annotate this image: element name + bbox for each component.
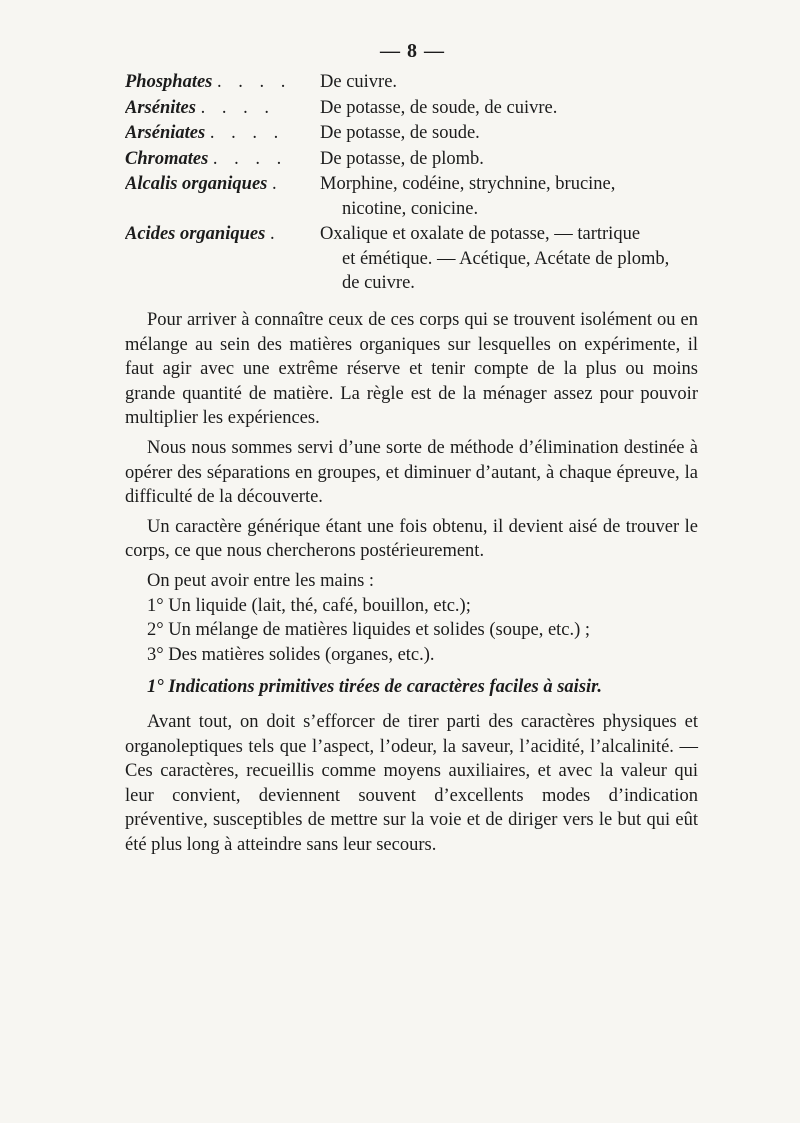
row-value: De potasse, de soude. (320, 123, 480, 143)
paragraph: Nous nous sommes servi d’une sorte de méthode d’élimination destinée à opérer des séparations en groupes, et diminuer d’autant, à chaque épreuve, la difficulté de la découverte. (125, 437, 698, 508)
row-value: Morphine, codéine, strychnine, brucine, (320, 174, 616, 194)
list-item: 2° Un mélange de matières liquides et solides (soupe, etc.) ; (147, 620, 591, 641)
table-row (125, 121, 700, 146)
row-label: Chromates (125, 148, 209, 169)
table-row (125, 96, 700, 121)
paragraph: Pour arriver à connaître ceux de ces corps qui se trouvent isolément ou en mélange au sein des matières organiques sur lesquelles on expérimente, il faut agir avec une extrême réserve et tenir compte de la plus ou moins grande quantité de matière. La règle est de la ménager assez pour pouvoir multiplier les expériences. (125, 310, 698, 429)
section-heading: 1° Indications primitives tirées de caractères faciles à saisir. (147, 677, 602, 698)
table-row (125, 70, 700, 95)
row-label: Phosphates (125, 72, 213, 92)
table-row (125, 172, 700, 221)
paragraph: On peut avoir entre les mains : (147, 570, 375, 591)
leader-dots: . . . . (212, 148, 288, 169)
body-text (125, 308, 698, 857)
page-number: — 8 — (380, 40, 445, 62)
row-label: Alcalis organiques (125, 174, 268, 194)
row-label: Arsénites (125, 97, 196, 118)
list-item: 3° Des matières solides (organes, etc.). (147, 644, 435, 665)
row-label: Arséniates (125, 123, 206, 143)
row-value-continuation: de cuivre. (342, 273, 415, 293)
paragraph: Un caractère générique étant une fois obtenu, il devient aisé de trouver le corps, ce que nous chercherons postérieurement. (125, 516, 698, 562)
leader-dots: . . . . (209, 123, 285, 143)
leader-dots: . . . . (217, 72, 292, 92)
substance-table (125, 70, 700, 297)
row-value: Oxalique et oxalate de potasse, — tartrique (320, 224, 641, 244)
leader-dots: . (272, 174, 283, 194)
table-row (125, 147, 700, 172)
row-value: De potasse, de plomb. (320, 148, 484, 169)
leader-dots: . . . . (200, 97, 275, 118)
sample-list (125, 594, 698, 668)
leader-dots: . (269, 224, 281, 244)
row-label: Acides organiques (125, 224, 266, 244)
paragraph: Avant tout, on doit s’efforcer de tirer parti des caractères physiques et organoleptiques tels que l’aspect, l’odeur, la saveur, l’acidité, l’alcalinité. — Ces caractères, recueillis comme moyens auxiliaires, et avec la valeur qui leur convient, deviennent souvent d’excellents modes d’indication préventive, susceptibles de mettre sur la voie et de diriger vers le but qui eût été plus long à atteindre sans leur secours. (125, 711, 698, 855)
row-value: De cuivre. (320, 72, 398, 92)
row-value-continuation: et émétique. — Acétique, Acétate de plomb, (342, 248, 670, 269)
row-value-continuation: nicotine, conicine. (342, 198, 479, 219)
table-row (125, 222, 700, 296)
row-value: De potasse, de soude, de cuivre. (320, 97, 558, 118)
list-item: 1° Un liquide (lait, thé, café, bouillon, etc.); (147, 595, 471, 616)
